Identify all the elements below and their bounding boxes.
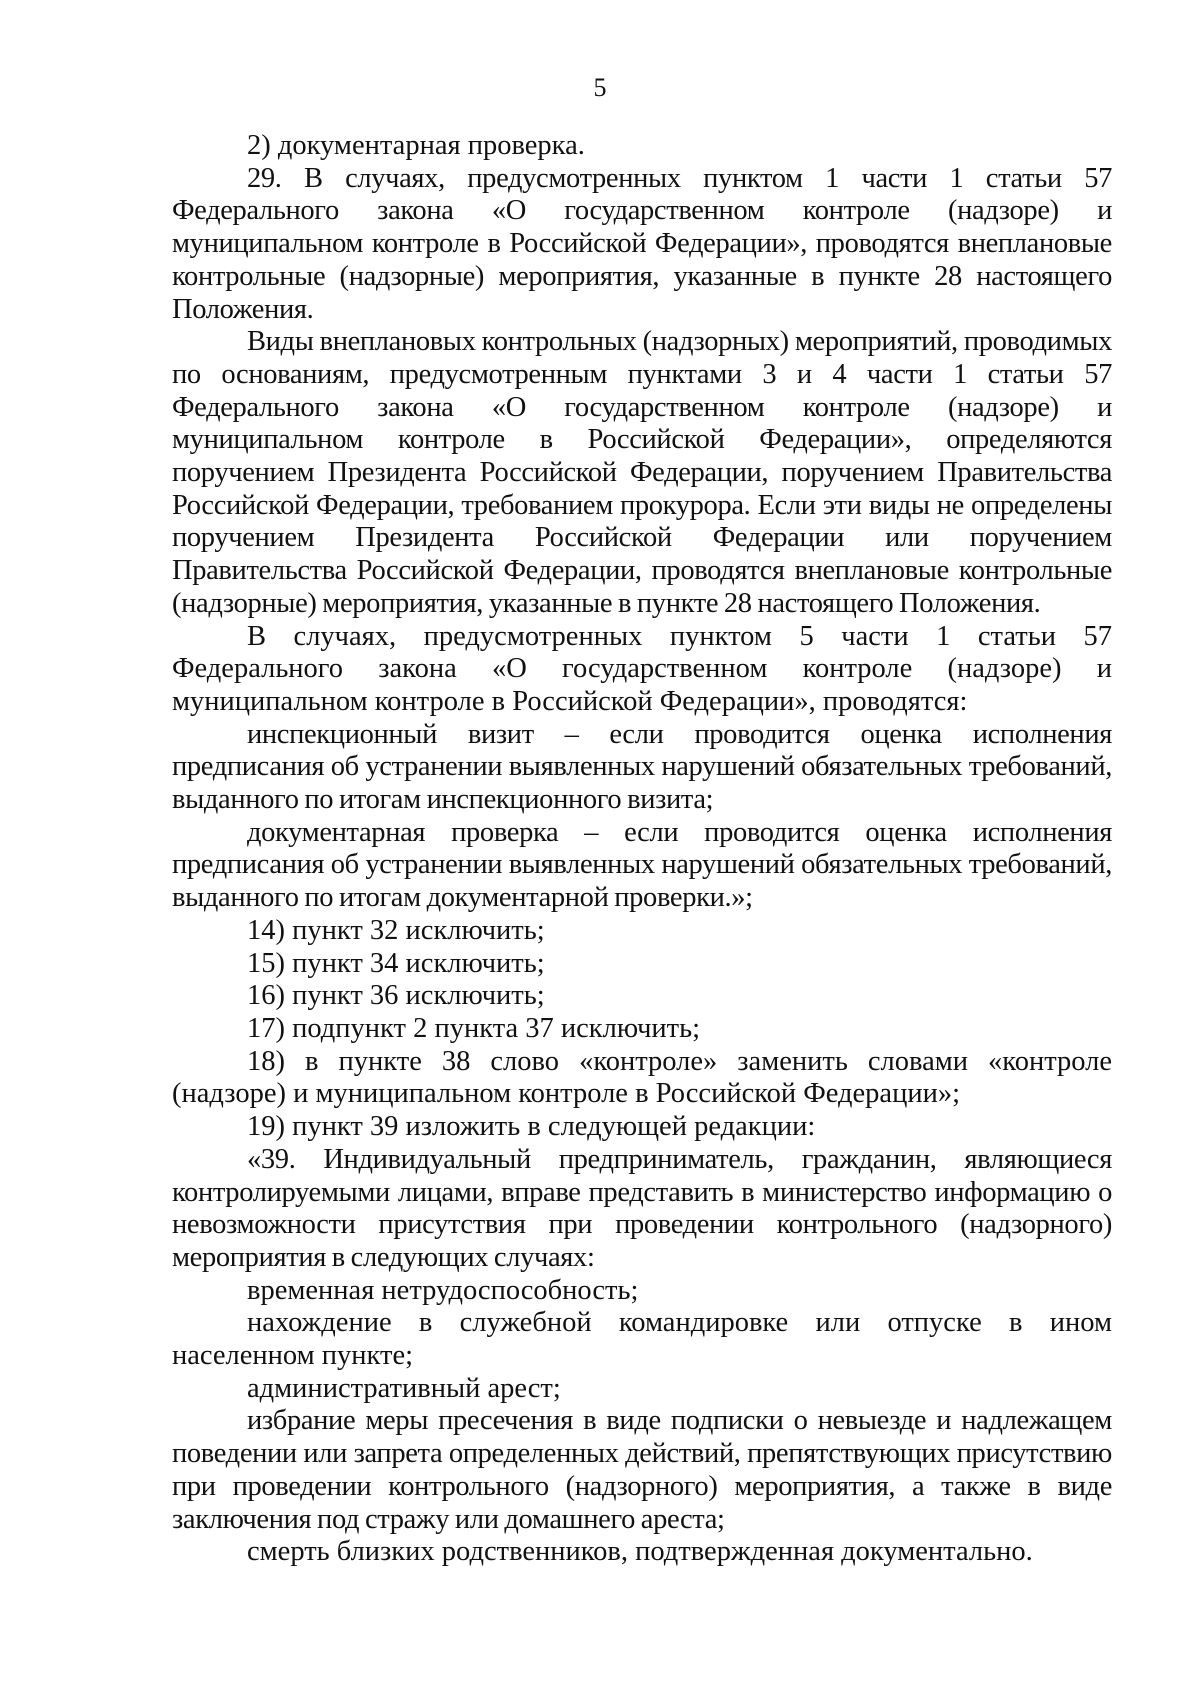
paragraph-item-2-documentary-check: 2) документарная проверка.: [247, 130, 585, 161]
paragraph-case-business-trip: нахождение в служебной командировке или отпуске в ином населенном пункте;: [172, 1307, 1112, 1372]
paragraph-clause-29: 29. В случаях, предусмотренных пунктом 1 части 1 статьи 57 Федерального закона «О государственном контроле (надзоре) и муниципальном контроле в Российской Федерации», проводятся внеплановые контрольные (надзорные) мероприятия, указанные в пункте 28 настоящего Положения.: [172, 162, 1112, 325]
paragraph-case-arrest: административный арест;: [247, 1372, 561, 1404]
paragraph-documentary-check: документарная проверка – если проводится оценка исполнения предписания об устранении выявленных нарушений обязательных требований, выданного по итогам документарной проверки.»;: [172, 816, 1112, 914]
paragraph-case-disability: временная нетрудоспособность;: [247, 1274, 639, 1306]
paragraph-item-5-cases: В случаях, предусмотренных пунктом 5 части 1 статьи 57 Федерального закона «О государственном контроле (надзоре) и муниципальном контроле в Российской Федерации», проводятся:: [172, 620, 1112, 717]
document-body: [172, 130, 1112, 1569]
paragraph-item-17: 17) подпункт 2 пункта 37 исключить;: [247, 1012, 701, 1044]
page-number: 5: [593, 73, 607, 102]
paragraph-clause-39: «39. Индивидуальный предприниматель, гражданин, являющиеся контролируемыми лицами, вправе представить в министерство информацию о невозможности присутствия при проведении контрольного (надзорного) мероприятия в следующих случаях:: [172, 1143, 1112, 1273]
paragraph-inspection-visit: инспекционный визит – если проводится оценка исполнения предписания об устранении выявленных нарушений обязательных требований, выданного по итогам инспекционного визита;: [172, 718, 1112, 816]
paragraph-item-16: 16) пункт 36 исключить;: [247, 980, 545, 1012]
paragraph-case-bereavement: смерть близких родственников, подтвержденная документально.: [247, 1536, 1033, 1568]
paragraph-item-18: 18) в пункте 38 слово «контроле» заменить словами «контроле (надзоре) и муниципальном контроле в Российской Федерации»;: [172, 1045, 1112, 1110]
paragraph-item-15: 15) пункт 34 исключить;: [247, 947, 545, 979]
paragraph-item-19: 19) пункт 39 изложить в следующей редакции:: [247, 1111, 816, 1143]
paragraph-unscheduled-types: Виды внеплановых контрольных (надзорных) мероприятий, проводимых по основаниям, предусмотренным пунктами 3 и 4 части 1 статьи 57 Федерального закона «О государственном контроле (надзоре) и муниципальном контроле в Российской Федерации», определяются поручением Президента Российской Федерации, поручением Правительства Российской Федерации, требованием прокурора. Если эти виды не определены поручением Президента Российской Федерации или поручением Правительства Российской Федерации, проводятся внеплановые контрольные (надзорные) мероприятия, указанные в пункте 28 настоящего Положения.: [172, 326, 1112, 619]
paragraph-item-14: 14) пункт 32 исключить;: [247, 914, 545, 946]
paragraph-case-restraint: избрание меры пресечения в виде подписки о невыезде и надлежащем поведении или запрета определенных действий, препятствующих присутствию при проведении контрольного (надзорного) мероприятия, а также в виде заключения под стражу или домашнего ареста;: [172, 1405, 1112, 1535]
